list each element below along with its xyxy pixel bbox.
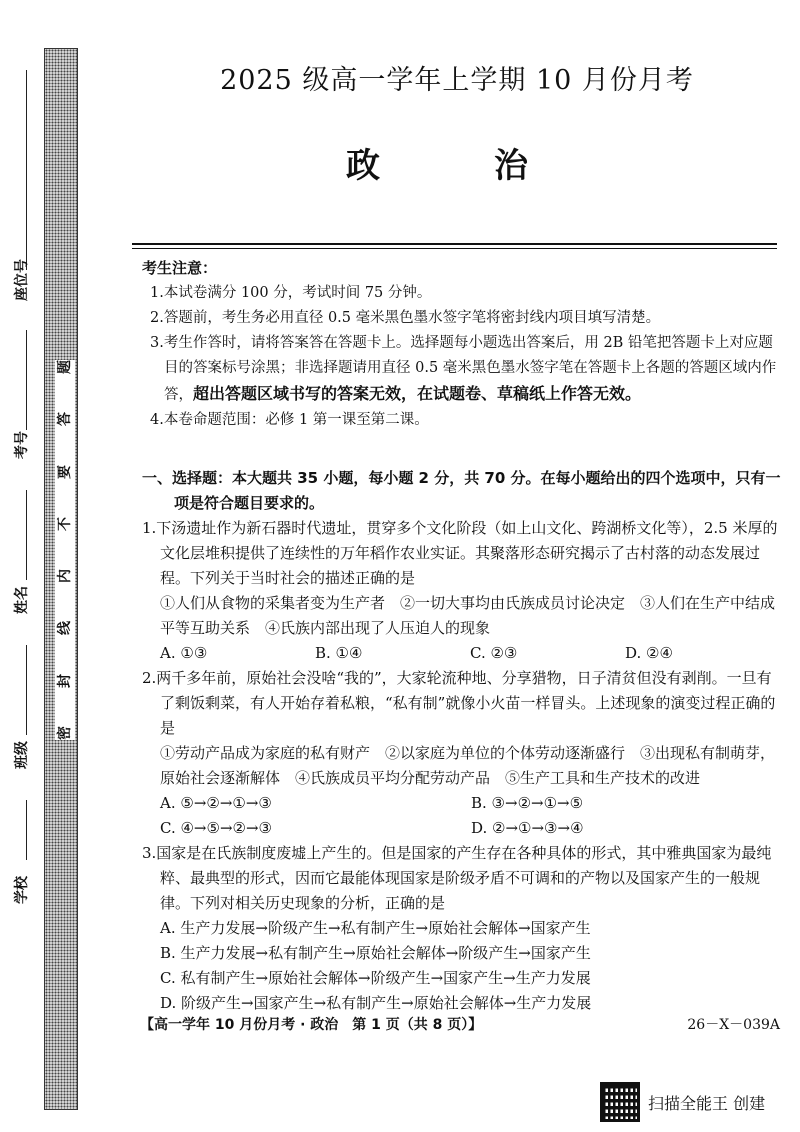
field-label: 姓名 xyxy=(14,586,30,614)
paper-code: 26－X－039A xyxy=(687,1017,780,1033)
option: D. 阶级产生→国家产生→私有制产生→原始社会解体→生产力发展 xyxy=(160,994,592,1012)
question-items: ①人们从食物的采集者变为生产者 ②一切大事均由氏族成员讨论决定 ③人们在生产中结成平等互助关系 ④氏族内部出现了人压迫人的现象 xyxy=(160,594,776,637)
notice-item xyxy=(142,331,777,408)
seal-char: 线 xyxy=(57,621,73,636)
notice-item-text: 3.考生作答时，请将答案答在答题卡上。选择题每小题选出答案后，用 2B 铅笔把答题卡上对应题目的答案标号涂黑；非选择题请用直径 0.5 毫米黑色墨水签字笔在答题卡上各题的答题区域内作答， xyxy=(150,335,777,403)
field-exam-number xyxy=(6,431,36,465)
option: B. ①④ xyxy=(315,644,363,662)
option: D. ②④ xyxy=(625,644,673,662)
scanner-label: 扫描全能王 创建 xyxy=(648,1093,766,1113)
field-label: 考号 xyxy=(14,431,30,459)
field-label: 学校 xyxy=(14,876,30,904)
field-school xyxy=(6,876,36,910)
question-stem: 2.两千多年前，原始社会没啥“我的”，大家轮流种地、分享猎物，日子清贫但没有剥削。一旦有了剩饭剩菜，有人开始存着私粮，“私有制”就像小火苗一样冒头。上述现象的演变过程正确的是 xyxy=(142,669,776,737)
question-options xyxy=(142,641,782,666)
option: D. ②→①→③→④ xyxy=(471,819,584,837)
notice-item: 4.本卷命题范围：必修 1 第一课至第二课。 xyxy=(150,412,429,428)
header-rule-thin xyxy=(132,248,777,249)
seal-char: 密 xyxy=(57,725,73,740)
question-section xyxy=(142,466,782,1016)
question-items: ①劳动产品成为家庭的私有财产 ②以家庭为单位的个体劳动逐渐盛行 ③出现私有制萌芽，原始社会逐渐解体 ④氏族成员平均分配劳动产品 ⑤生产工具和生产技术的改进 xyxy=(160,744,776,787)
field-line-school xyxy=(26,800,27,860)
scanner-watermark xyxy=(600,1082,765,1122)
field-class xyxy=(6,741,36,775)
notice-item: 1.本试卷满分 100 分，考试时间 75 分钟。 xyxy=(150,285,432,301)
question-3 xyxy=(142,841,782,1016)
seal-char: 不 xyxy=(57,516,73,531)
field-name xyxy=(6,586,36,620)
seal-char: 题 xyxy=(57,360,73,374)
notice-heading: 考生注意： xyxy=(142,259,218,277)
notice-item: 2.答题前，考生务必用直径 0.5 毫米黑色墨水签字笔将密封线内项目填写清楚。 xyxy=(150,310,661,326)
field-line-seat xyxy=(26,70,27,270)
question-options xyxy=(142,816,782,841)
option: C. 私有制产生→原始社会解体→阶级产生→国家产生→生产力发展 xyxy=(160,969,591,987)
option: A. ①③ xyxy=(160,644,208,662)
seal-char: 要 xyxy=(57,464,73,479)
header-rule xyxy=(132,243,777,245)
question-2 xyxy=(142,666,782,841)
field-label: 座位号 xyxy=(14,259,30,301)
field-line-name xyxy=(26,490,27,580)
field-line-exam-no xyxy=(26,330,27,430)
seal-line-text xyxy=(55,360,75,740)
option: B. 生产力发展→私有制产生→原始社会解体→阶级产生→国家产生 xyxy=(160,944,591,962)
option: A. 生产力发展→阶级产生→私有制产生→原始社会解体→国家产生 xyxy=(160,919,591,937)
field-seat-number xyxy=(6,259,36,301)
seal-char: 答 xyxy=(57,412,73,427)
page-info: 【高一学年 10 月份月考 · 政治 第 1 页（共 8 页）】 xyxy=(140,1017,483,1033)
notice-item-emphasis: 超出答题区域书写的答案无效，在试题卷、草稿纸上作答无效。 xyxy=(193,384,642,403)
option: C. ②③ xyxy=(470,644,518,662)
field-line-class xyxy=(26,645,27,735)
question-options xyxy=(142,791,782,816)
question-stem: 1.下汤遗址作为新石器时代遗址，贯穿多个文化阶段（如上山文化、跨湖桥文化等），2.5 米厚的文化层堆积提供了连续性的万年稻作农业实证。其聚落形态研究揭示了古村落的动态发展过程。下列关于当时社会的描述正确的是 xyxy=(142,519,778,587)
option: C. ④→⑤→②→③ xyxy=(160,819,272,837)
option: A. ⑤→②→①→③ xyxy=(160,794,272,812)
candidate-notice xyxy=(142,256,777,433)
page-footer xyxy=(140,1014,780,1034)
seal-char: 内 xyxy=(57,569,73,584)
subject-title: 政 治 xyxy=(346,146,568,186)
exam-title: 2025 级高一学年上学期 10 月份月考 xyxy=(220,65,694,96)
qr-code-icon xyxy=(600,1082,640,1122)
field-label: 班级 xyxy=(14,741,30,769)
question-stem: 3.国家是在氏族制度废墟上产生的。但是国家的产生存在各种具体的形式，其中雅典国家为最纯粹、最典型的形式，因而它最能体现国家是阶级矛盾不可调和的产物以及国家产生的一般规律。下列对相关历史现象的分析，正确的是 xyxy=(142,844,772,912)
question-1 xyxy=(142,516,782,666)
option: B. ③→②→①→⑤ xyxy=(471,794,584,812)
section-heading: 一、选择题：本大题共 35 小题，每小题 2 分，共 70 分。在每小题给出的四个选项中，只有一项是符合题目要求的。 xyxy=(142,469,781,512)
seal-char: 封 xyxy=(57,673,73,688)
